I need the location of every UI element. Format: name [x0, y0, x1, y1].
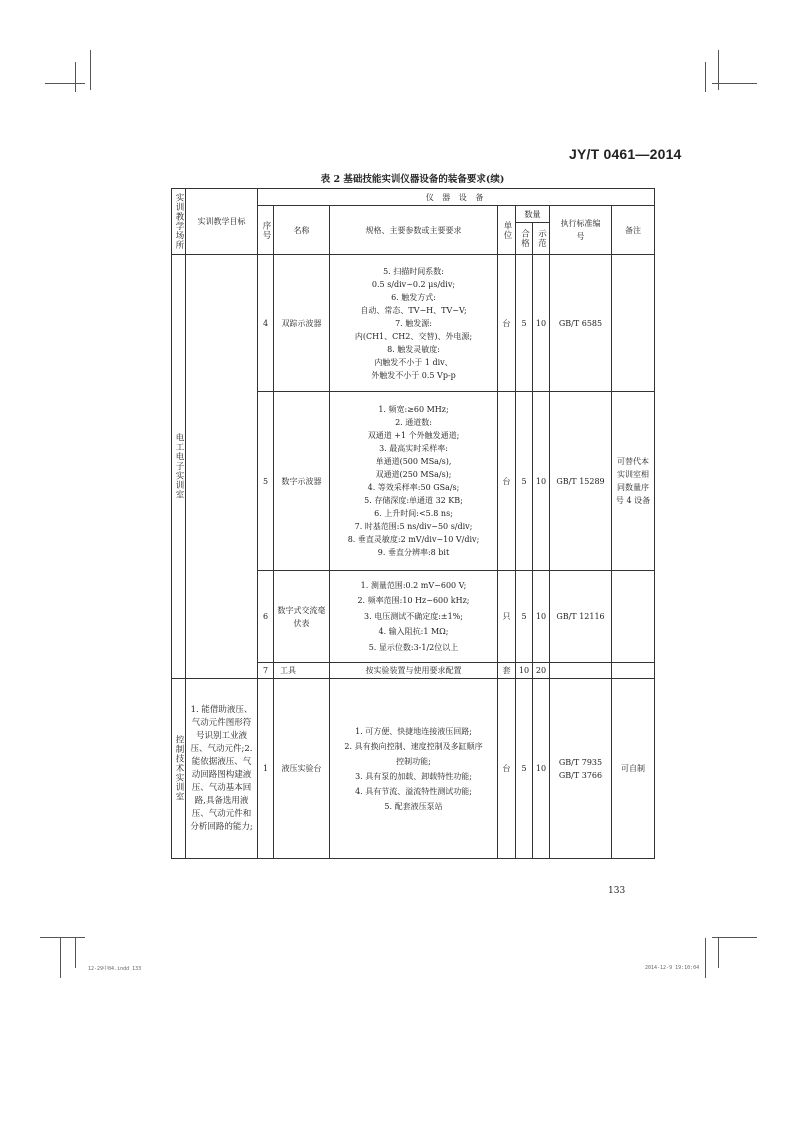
spec-line: 4. 等效采样率:50 GSa/s;: [367, 483, 460, 492]
spec-line: 双通道 +1 个外触发通道;: [367, 431, 460, 440]
page-number: 133: [608, 886, 626, 896]
spec-line: 6. 上升时间:<5.8 ns;: [374, 509, 453, 518]
header-venue: 实训教学场所: [172, 189, 186, 255]
standard-cell: [550, 679, 612, 859]
qualified-cell: 5: [516, 255, 533, 392]
header-instrument-group: 仪 器 设 备: [258, 189, 655, 206]
spec-line: 3. 具有泵的加载、卸载特性功能;: [355, 771, 472, 781]
spec-line: 5. 存储深度:单通道 32 KB;: [364, 496, 463, 505]
header-seq: 序号: [258, 206, 274, 255]
header-remark: 备注: [612, 206, 655, 255]
spec-line: 外触发不小于 0.5 Vp-p: [371, 370, 456, 380]
venue-cell: 电工电子实训室: [172, 255, 186, 679]
spec-line: 9. 垂直分辨率:8 bit: [377, 548, 450, 557]
spec-line: 2. 具有换向控制、速度控制及多缸顺序: [344, 741, 483, 751]
seq-cell: 4: [258, 255, 274, 392]
spec-cell: [330, 663, 498, 679]
spec-line: 7. 时基范围:5 ns/div~50 s/div;: [354, 522, 473, 531]
venue-cell: 控制技术实训室: [172, 679, 186, 859]
seq-cell: 6: [258, 571, 274, 663]
header-goal: 实训教学目标: [186, 189, 258, 255]
name-cell: 工具: [274, 663, 330, 679]
spec-cell: [330, 255, 498, 392]
spec-line: 2. 通道数:: [395, 418, 432, 427]
header-spec: 规格、主要参数或主要要求: [330, 206, 498, 255]
remark-cell: 可自制: [612, 679, 655, 859]
header-quantity: 数量: [516, 206, 550, 223]
demonstration-cell: 10: [533, 255, 550, 392]
goal-cell: [186, 255, 258, 679]
crop-mark: [40, 937, 85, 938]
spec-line: 3. 最高实时采样率:: [379, 444, 448, 453]
spec-line: 双通道(250 MSa/s);: [375, 470, 452, 479]
remark-cell: [612, 571, 655, 663]
demonstration-cell: 10: [533, 571, 550, 663]
spec-line: 控制功能;: [396, 756, 431, 766]
unit-cell: 套: [498, 663, 516, 679]
header-standard: 执行标准编号: [550, 206, 612, 255]
standard-cell: GB/T 15289: [550, 392, 612, 571]
qualified-cell: 10: [516, 663, 533, 679]
crop-mark: [718, 938, 719, 968]
spec-line: 按实验装置与使用要求配置: [365, 666, 462, 675]
spec-line: 7. 触发源:: [395, 318, 432, 328]
spec-line: 8. 触发灵敏度:: [387, 344, 440, 354]
unit-cell: 只: [498, 571, 516, 663]
spec-cell: [330, 392, 498, 571]
standard-cell: GB/T 6585: [550, 255, 612, 392]
spec-line: 5. 扫描时间系数:: [383, 266, 444, 276]
spec-line: 1. 可方便、快捷地连接液压回路;: [355, 726, 472, 736]
crop-mark: [45, 83, 85, 84]
spec-line: 3. 电压测试不确定度:±1%;: [364, 611, 463, 621]
spec-line: 4. 具有节流、溢流特性测试功能;: [355, 786, 472, 796]
standard-line: GB/T 3766: [558, 770, 603, 780]
header-demonstration: 示范: [533, 223, 550, 255]
footer-left: 12-29中04.indd 133: [88, 966, 142, 972]
footer-right: 2014-12-9 19:10:04: [645, 965, 700, 971]
qualified-cell: 5: [516, 392, 533, 571]
demonstration-cell: 10: [533, 392, 550, 571]
remark-cell: [612, 663, 655, 679]
crop-mark: [705, 62, 706, 92]
qualified-cell: 5: [516, 571, 533, 663]
seq-cell: 1: [258, 679, 274, 859]
spec-line: 自动、常态、TV−H、TV−V;: [360, 305, 467, 315]
remark-cell: 可替代本实训室相同数量序号 4 设备: [612, 392, 655, 571]
spec-line: 1. 频宽:≥60 MHz;: [378, 405, 449, 414]
spec-line: 5. 配套液压泵站: [384, 801, 443, 811]
spec-line: 0.5 s/div~0.2 μs/div;: [371, 279, 456, 289]
header-name: 名称: [274, 206, 330, 255]
standard-cell: [550, 663, 612, 679]
unit-cell: 台: [498, 392, 516, 571]
equipment-table: [171, 188, 655, 859]
spec-line: 8. 垂直灵敏度:2 mV/div~10 V/div;: [347, 535, 480, 544]
header-qualified: 合格: [516, 223, 533, 255]
qualified-cell: 5: [516, 679, 533, 859]
spec-line: 5. 显示位数:3-1/2位以上: [368, 642, 459, 652]
unit-cell: 台: [498, 255, 516, 392]
demonstration-cell: 10: [533, 679, 550, 859]
crop-mark: [705, 938, 706, 978]
crop-mark: [90, 50, 91, 90]
seq-cell: 5: [258, 392, 274, 571]
spec-line: 1. 测量范围:0.2 mV~600 V;: [360, 580, 467, 590]
crop-mark: [75, 62, 76, 92]
seq-cell: 7: [258, 663, 274, 679]
standard-cell: GB/T 12116: [550, 571, 612, 663]
crop-mark: [712, 83, 757, 84]
unit-cell: 台: [498, 679, 516, 859]
spec-line: 6. 触发方式:: [391, 292, 436, 302]
name-cell: 数字示波器: [274, 392, 330, 571]
crop-mark: [712, 937, 757, 938]
goal-cell: 1. 能借助液压、气动元件图形符号识别工业液压、气动元件;2. 能依据液压、气动回路图构建液压、气动基本回路,具备选用液压、气动元件和分析回路的能力;: [186, 679, 258, 859]
spec-cell: [330, 679, 498, 859]
standard-line: GB/T 7935: [558, 757, 603, 767]
demonstration-cell: 20: [533, 663, 550, 679]
spec-line: 内触发不小于 1 div、: [374, 357, 453, 367]
standard-code: JY/T 0461—2014: [569, 146, 682, 162]
table-caption: 表 2 基础技能实训仪器设备的装备要求(续): [320, 174, 505, 185]
crop-mark: [75, 938, 76, 968]
crop-mark: [718, 50, 719, 90]
spec-line: 4. 输入阻抗:1 MΩ;: [378, 627, 449, 637]
crop-mark: [60, 938, 61, 978]
name-cell: 液压实验台: [274, 679, 330, 859]
spec-line: 2. 频率范围:10 Hz~600 kHz;: [357, 596, 470, 606]
name-cell: 双踪示波器: [274, 255, 330, 392]
remark-cell: [612, 255, 655, 392]
spec-cell: [330, 571, 498, 663]
spec-line: 单通道(500 MSa/s),: [375, 457, 452, 466]
spec-line: 内(CH1、CH2、交替)、外电源;: [354, 331, 473, 341]
header-unit: 单位: [498, 206, 516, 255]
name-cell: 数字式交流毫伏表: [274, 571, 330, 663]
